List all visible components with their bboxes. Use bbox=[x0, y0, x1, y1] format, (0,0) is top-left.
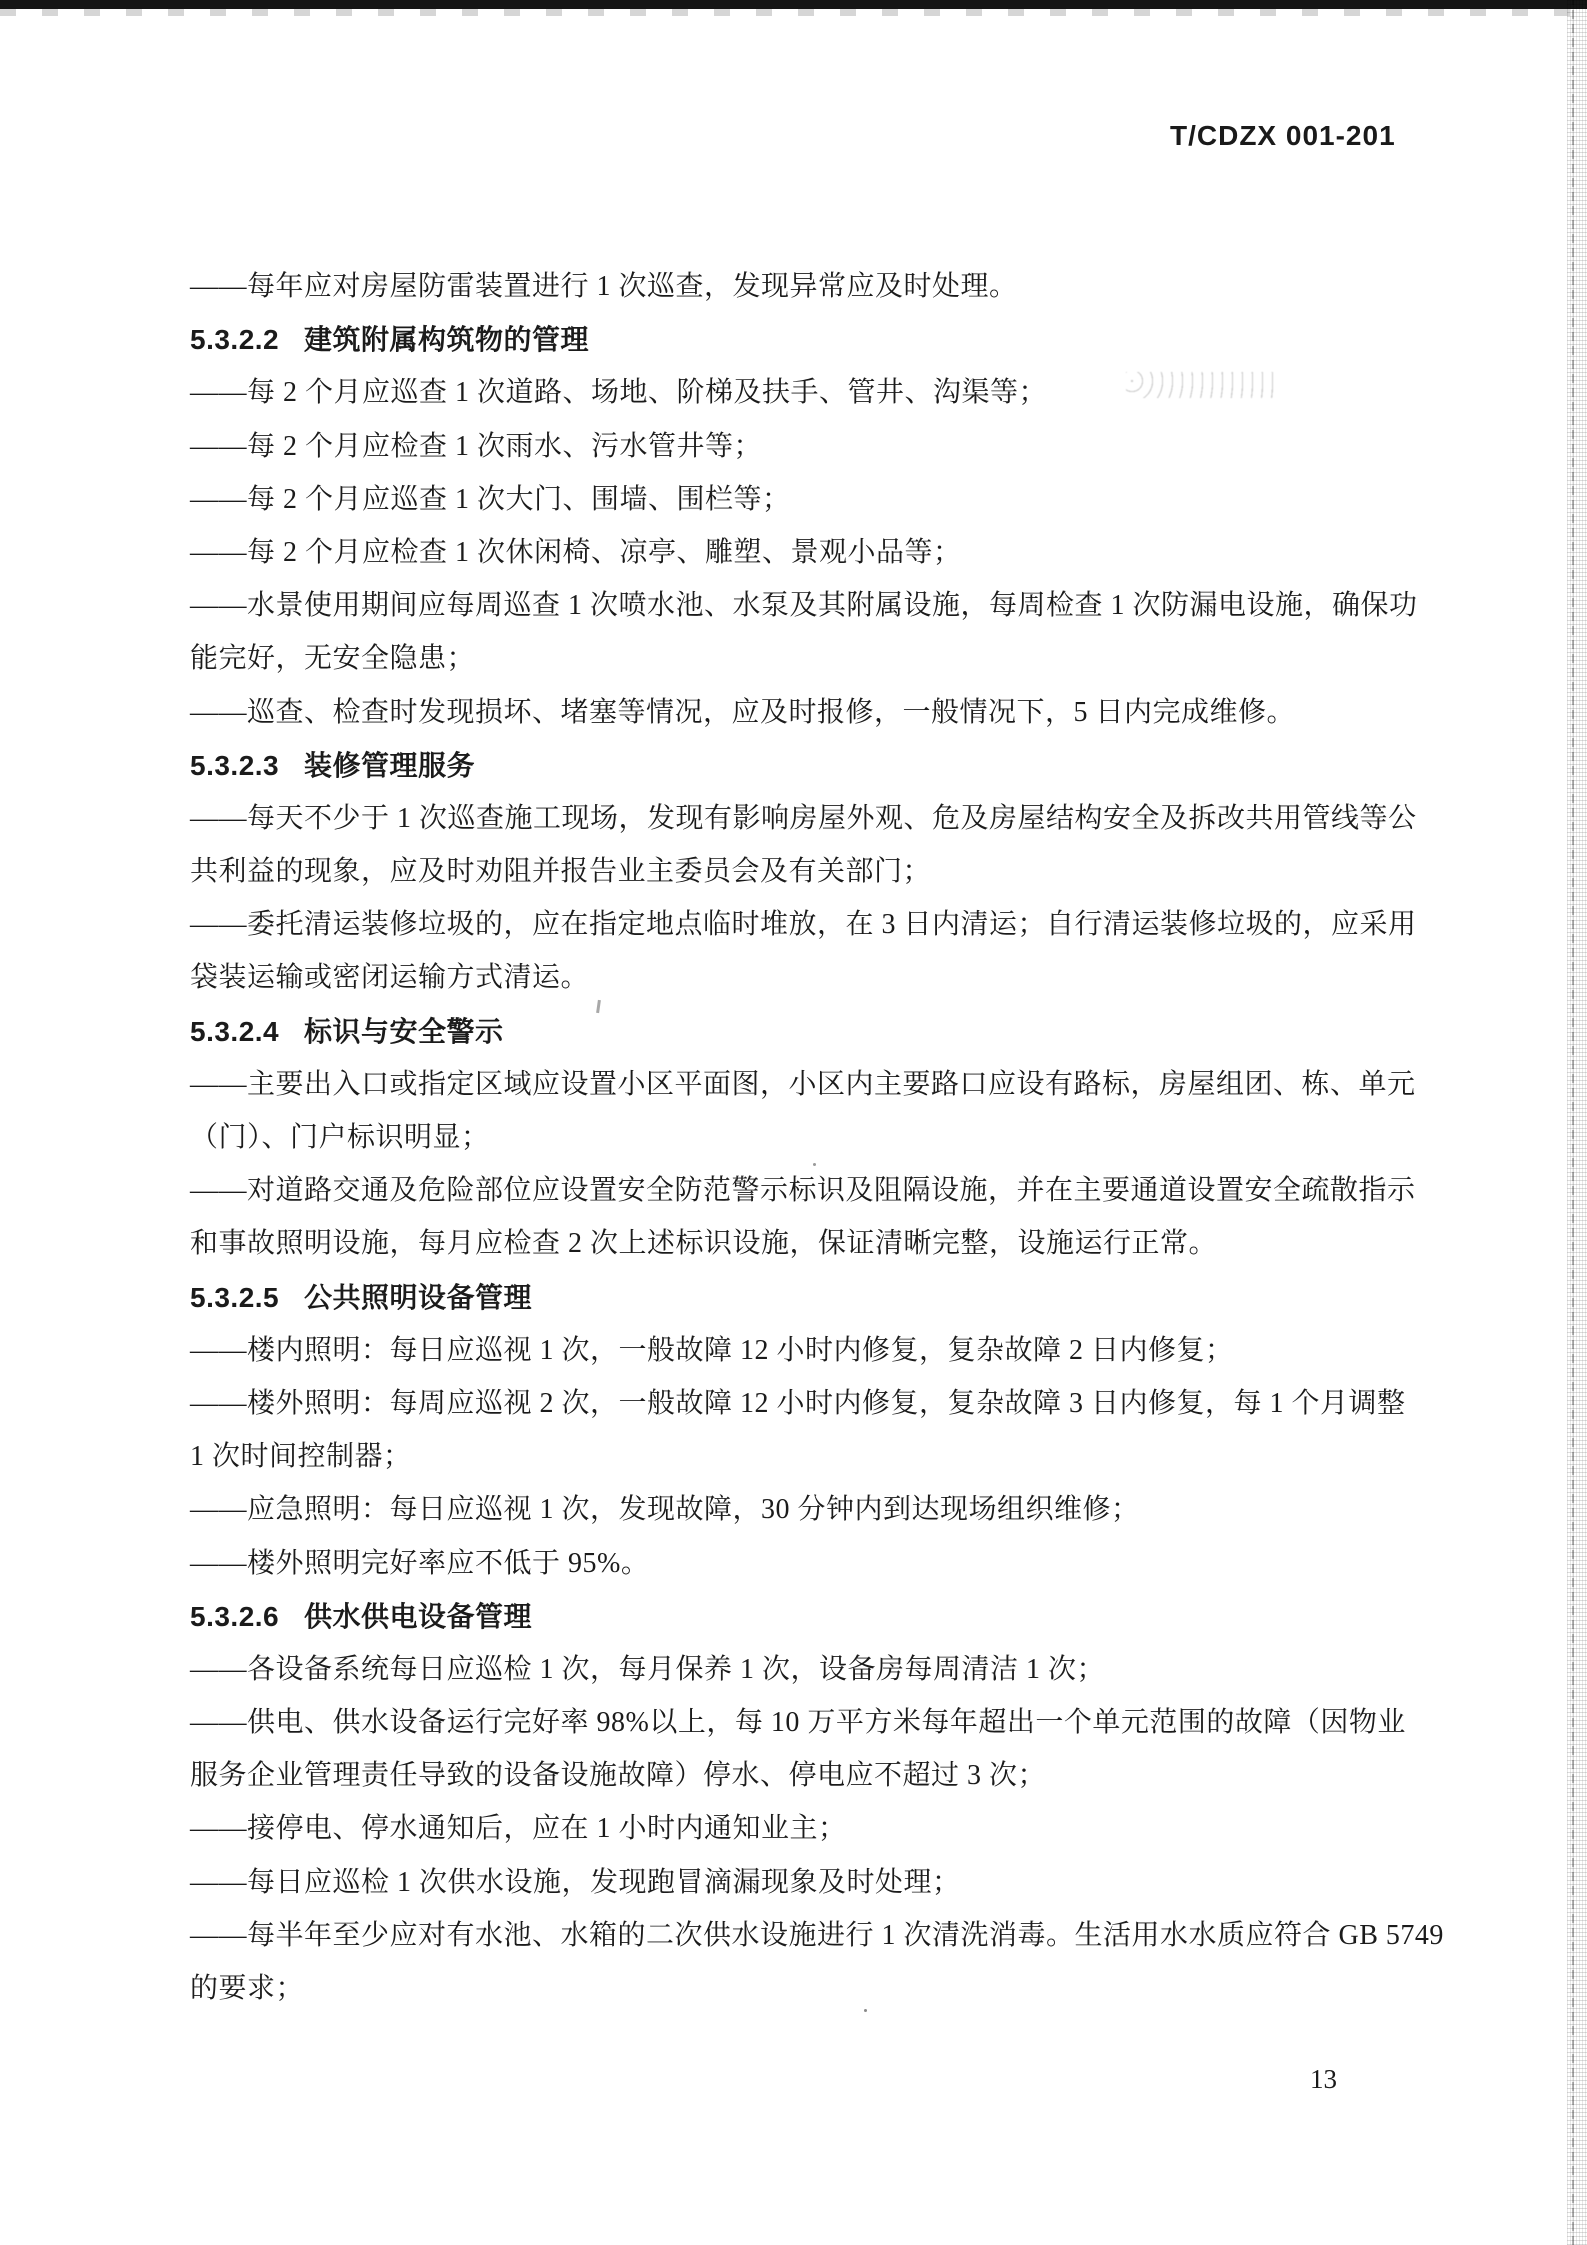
text-line: ——每 2 个月应巡查 1 次大门、围墙、围栏等； bbox=[190, 483, 791, 515]
text-line: 1 次时间控制器； bbox=[190, 1441, 412, 1473]
section-heading-5-3-2-6: 5.3.2.6 供水供电设备管理 bbox=[190, 1600, 532, 1632]
scan-edge-line bbox=[1572, 0, 1574, 2245]
scan-edge-noise bbox=[1567, 0, 1587, 2245]
section-heading-5-3-2-3: 5.3.2.3 装修管理服务 bbox=[190, 749, 475, 781]
text-line: 的要求； bbox=[190, 1973, 305, 2004]
text-line: ——每 2 个月应检查 1 次休闲椅、凉亭、雕塑、景观小品等； bbox=[190, 536, 962, 568]
text-line: 服务企业管理责任导致的设备设施故障）停水、停电应不超过 3 次； bbox=[190, 1760, 1047, 1792]
text-line: ——供电、供水设备运行完好率 98%以上，每 10 万平方米每年超出一个单元范围的故障（因物业 bbox=[190, 1707, 1406, 1739]
text-line: ——楼内照明：每日应巡视 1 次，一般故障 12 小时内修复，复杂故障 2 日内修复； bbox=[190, 1334, 1234, 1366]
section-heading-5-3-2-2: 5.3.2.2 建筑附属构筑物的管理 bbox=[190, 324, 589, 356]
text-line: 能完好，无安全隐患； bbox=[190, 643, 476, 675]
section-heading-5-3-2-5: 5.3.2.5 公共照明设备管理 bbox=[190, 1281, 532, 1313]
page-number: 13 bbox=[1310, 2064, 1337, 2094]
text-line: ——每天不少于 1 次巡查施工现场，发现有影响房屋外观、危及房屋结构安全及拆改共用管线等公 bbox=[190, 802, 1417, 834]
text-line: ——每 2 个月应巡查 1 次道路、场地、阶梯及扶手、管井、沟渠等； bbox=[190, 377, 1048, 409]
scan-top-noise bbox=[0, 9, 1587, 16]
text-line: ——水景使用期间应每周巡查 1 次喷水池、水泵及其附属设施，每周检查 1 次防漏电设施，确保功 bbox=[190, 590, 1418, 622]
text-line: ——接停电、停水通知后，应在 1 小时内通知业主； bbox=[190, 1813, 847, 1845]
text-line: ——楼外照明完好率应不低于 95%。 bbox=[190, 1547, 650, 1579]
text-line: 袋装运输或密闭运输方式清运。 bbox=[190, 962, 590, 994]
text-line: ——每半年至少应对有水池、水箱的二次供水设施进行 1 次清洗消毒。生活用水水质应符合 GB 5749 bbox=[190, 1919, 1444, 1951]
text-line: ——楼外照明：每周应巡视 2 次，一般故障 12 小时内修复，复杂故障 3 日内修复，每 1 个月调整 bbox=[190, 1387, 1406, 1419]
doc-code-header: T/CDZX 001-201 bbox=[1170, 120, 1396, 151]
text-line: ——每日应巡检 1 次供水设施，发现跑冒滴漏现象及时处理； bbox=[190, 1866, 961, 1898]
text-line: （门）、门户标识明显； bbox=[190, 1122, 490, 1153]
text-line: ——各设备系统每日应巡检 1 次，每月保养 1 次，设备房每周清洁 1 次； bbox=[190, 1653, 1106, 1685]
text-line: ——主要出入口或指定区域应设置小区平面图，小区内主要路口应设有路标，房屋组团、栋、单元 bbox=[190, 1068, 1416, 1100]
text-line: ——对道路交通及危险部位应设置安全防范警示标识及阻隔设施，并在主要通道设置安全疏散指示 bbox=[190, 1175, 1416, 1207]
document-body bbox=[190, 260, 1444, 2015]
text-line: 和事故照明设施，每月应检查 2 次上述标识设施，保证清晰完整，设施运行正常。 bbox=[190, 1228, 1218, 1260]
text-line: ——每年应对房屋防雷装置进行 1 次巡查，发现异常应及时处理。 bbox=[190, 271, 1018, 302]
section-heading-5-3-2-4: 5.3.2.4 标识与安全警示 bbox=[190, 1015, 504, 1047]
text-line: ——每 2 个月应检查 1 次雨水、污水管井等； bbox=[190, 430, 763, 462]
text-line: ——巡查、检查时发现损坏、堵塞等情况，应及时报修，一般情况下，5 日内完成维修。 bbox=[190, 696, 1296, 728]
text-line: ——应急照明：每日应巡视 1 次，发现故障，30 分钟内到达现场组织维修； bbox=[190, 1494, 1140, 1526]
scan-top-band bbox=[0, 0, 1587, 9]
text-line: ——委托清运装修垃圾的，应在指定地点临时堆放，在 3 日内清运；自行清运装修垃圾的，应采用 bbox=[190, 909, 1417, 941]
text-line: 共利益的现象，应及时劝阻并报告业主委员会及有关部门； bbox=[190, 856, 932, 888]
